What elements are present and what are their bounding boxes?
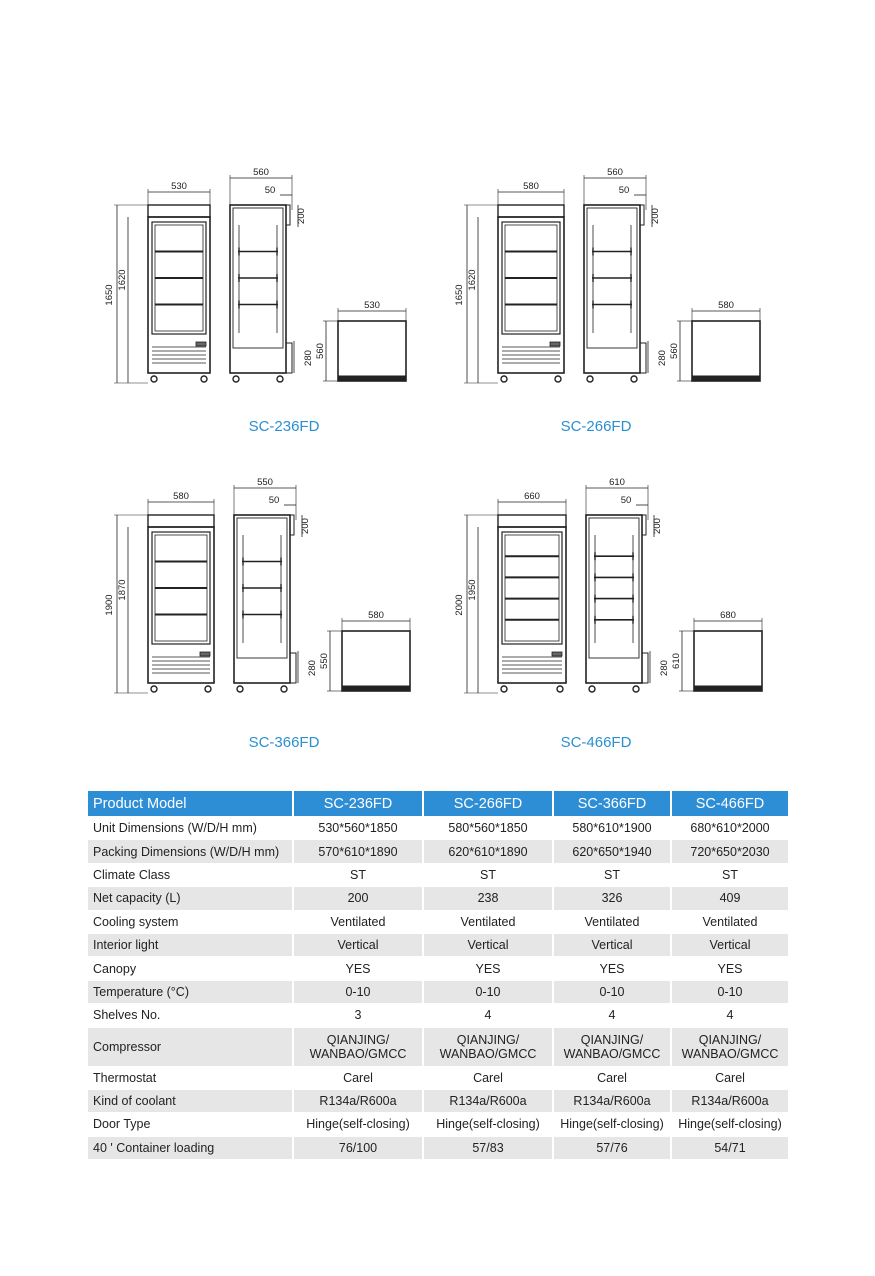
dimension-label: 560 [607,167,623,178]
table-row [88,980,788,1003]
dimension-label: 50 [264,185,276,196]
outline [338,321,406,381]
dimension-label: 200 [652,518,663,534]
table-row [88,1003,788,1026]
outline [695,686,761,690]
dimension-label: 550 [319,653,330,669]
table-cell: 4 [554,1003,672,1026]
wheel [201,376,207,382]
table-cell: 57/76 [554,1136,672,1159]
table-cell: Vertical [554,933,672,956]
table-header-cell: SC-266FD [424,791,554,816]
wheel [205,686,211,692]
outline [498,527,566,683]
row-label: Packing Dimensions (W/D/H mm) [88,839,294,862]
wheel [281,686,287,692]
table-cell: QIANJING/ WANBAO/GMCC [672,1027,788,1066]
wheel [555,376,561,382]
table-cell: 530*560*1850 [294,816,424,839]
dimension-label: 530 [364,300,380,311]
row-label: Unit Dimensions (W/D/H mm) [88,816,294,839]
table-cell: 3 [294,1003,424,1026]
row-label: Temperature (°C) [88,980,294,1003]
outline [148,515,214,527]
table-cell: ST [294,863,424,886]
table-cell: ST [672,863,788,886]
wheel [501,376,507,382]
drawing-sc-266fd [450,165,780,405]
table-cell: QIANJING/ WANBAO/GMCC [424,1027,554,1066]
table-cell: 238 [424,886,554,909]
dimension-label: 2000 [454,594,465,616]
table-header-row [88,791,788,816]
row-label: Climate Class [88,863,294,886]
table-cell: 54/71 [672,1136,788,1159]
row-label: Compressor [88,1027,294,1066]
dimension-label: 1900 [104,594,115,616]
table-cell: R134a/R600a [554,1089,672,1112]
row-label: Canopy [88,956,294,979]
table-cell: R134a/R600a [294,1089,424,1112]
table-cell: 620*610*1890 [424,839,554,862]
outline [498,515,566,527]
table-cell: YES [294,956,424,979]
technical-drawing [450,165,780,405]
specification-table [88,791,788,1159]
dimension-label: 580 [523,181,539,192]
outline [286,343,292,373]
row-label: Shelves No. [88,1003,294,1026]
table-cell: Carel [672,1066,788,1089]
outline [148,527,214,683]
table-row [88,863,788,886]
dimension-label: 280 [303,350,314,366]
dimension-label: 280 [307,660,318,676]
table-cell: 570*610*1890 [294,839,424,862]
outline [498,205,564,217]
dimension-label: 1620 [467,269,478,291]
table-cell: 0-10 [554,980,672,1003]
wheel [501,686,507,692]
dimension-label: 610 [609,477,625,488]
wheel [633,686,639,692]
model-caption: SC-266FD [560,418,632,435]
row-label: Cooling system [88,910,294,933]
outline [692,321,760,381]
outline [200,652,210,656]
table-row [88,910,788,933]
table-row [88,933,788,956]
table-cell: Ventilated [424,910,554,933]
table-cell: Vertical [672,933,788,956]
technical-drawing [100,165,430,405]
table-cell: 57/83 [424,1136,554,1159]
wheel [237,686,243,692]
outline [148,217,210,373]
table-header-cell: Product Model [88,791,294,816]
dimension-label: 1650 [454,284,465,306]
dimension-label: 200 [296,208,307,224]
table-cell: Ventilated [554,910,672,933]
table-cell: 4 [672,1003,788,1026]
wheel [557,686,563,692]
table-cell: QIANJING/ WANBAO/GMCC [554,1027,672,1066]
table-row [88,816,788,839]
table-cell: 0-10 [672,980,788,1003]
wheel [631,376,637,382]
wheel [151,686,157,692]
dimension-label: 610 [671,653,682,669]
technical-drawing [450,475,780,715]
dimension-label: 560 [315,343,326,359]
dimension-label: 580 [368,610,384,621]
dimension-label: 560 [669,343,680,359]
outline [343,686,409,690]
table-cell: YES [554,956,672,979]
table-header-cell: SC-466FD [672,791,788,816]
dimension-label: 280 [659,660,670,676]
table-cell: 680*610*2000 [672,816,788,839]
wheel [151,376,157,382]
outline [290,653,296,683]
wheel [277,376,283,382]
model-caption: SC-236FD [248,418,320,435]
table-cell: Carel [294,1066,424,1089]
table-cell: Hinge(self-closing) [294,1112,424,1135]
table-row [88,1066,788,1089]
dimension-label: 580 [718,300,734,311]
dimension-label: 580 [173,491,189,502]
row-label: Net capacity (L) [88,886,294,909]
table-cell: QIANJING/ WANBAO/GMCC [294,1027,424,1066]
table-row [88,839,788,862]
model-caption: SC-366FD [248,734,320,751]
wheel [587,376,593,382]
technical-drawing [100,475,430,715]
table-cell: Hinge(self-closing) [554,1112,672,1135]
outline [552,652,562,656]
dimension-label: 50 [620,495,632,506]
outline [640,343,646,373]
table-cell: ST [554,863,672,886]
outline [342,631,410,691]
model-caption: SC-466FD [560,734,632,751]
table-row [88,886,788,909]
row-label: Interior light [88,933,294,956]
table-cell: Vertical [294,933,424,956]
drawing-sc-466fd [450,475,780,715]
table-cell: ST [424,863,554,886]
outline [498,217,564,373]
drawing-sc-236fd [100,165,430,405]
table-cell: Carel [424,1066,554,1089]
dimension-label: 50 [618,185,630,196]
table-row [88,1136,788,1159]
outline [589,518,639,658]
dimension-label: 660 [524,491,540,502]
outline [505,535,559,641]
table-cell: YES [424,956,554,979]
row-label: 40 ' Container loading [88,1136,294,1159]
outline [148,205,210,217]
table-cell: R134a/R600a [672,1089,788,1112]
table-row [88,956,788,979]
table-cell: 580*560*1850 [424,816,554,839]
dimension-label: 1620 [117,269,128,291]
table-cell: 580*610*1900 [554,816,672,839]
dimension-label: 560 [253,167,269,178]
row-label: Kind of coolant [88,1089,294,1112]
outline [642,653,648,683]
table-cell: 200 [294,886,424,909]
table-cell: 4 [424,1003,554,1026]
table-cell: 620*650*1940 [554,839,672,862]
table-cell: Hinge(self-closing) [424,1112,554,1135]
table-cell: Ventilated [672,910,788,933]
outline [339,376,405,380]
dimension-label: 200 [300,518,311,534]
dimension-label: 530 [171,181,187,192]
table-row [88,1089,788,1112]
dimension-label: 1870 [117,579,128,601]
table-cell: R134a/R600a [424,1089,554,1112]
dimension-label: 1650 [104,284,115,306]
outline [694,631,762,691]
dimension-label: 280 [657,350,668,366]
table-cell: Carel [554,1066,672,1089]
wheel [233,376,239,382]
table-row [88,1112,788,1135]
table-cell: 0-10 [294,980,424,1003]
dimension-label: 550 [257,477,273,488]
dimension-label: 50 [268,495,280,506]
table-cell: 76/100 [294,1136,424,1159]
table-header-cell: SC-236FD [294,791,424,816]
table-cell: 720*650*2030 [672,839,788,862]
dimension-label: 200 [650,208,661,224]
table-cell: 409 [672,886,788,909]
outline [550,342,560,346]
dimension-label: 1950 [467,579,478,601]
dimension-label: 680 [720,610,736,621]
outline [502,532,562,644]
outline [693,376,759,380]
table-cell: Vertical [424,933,554,956]
row-label: Door Type [88,1112,294,1135]
table-cell: Hinge(self-closing) [672,1112,788,1135]
table-row [88,1027,788,1066]
wheel [589,686,595,692]
drawing-sc-366fd [100,475,430,715]
table-cell: 326 [554,886,672,909]
table-cell: Ventilated [294,910,424,933]
row-label: Thermostat [88,1066,294,1089]
table-header-cell: SC-366FD [554,791,672,816]
table-cell: YES [672,956,788,979]
table-cell: 0-10 [424,980,554,1003]
outline [196,342,206,346]
